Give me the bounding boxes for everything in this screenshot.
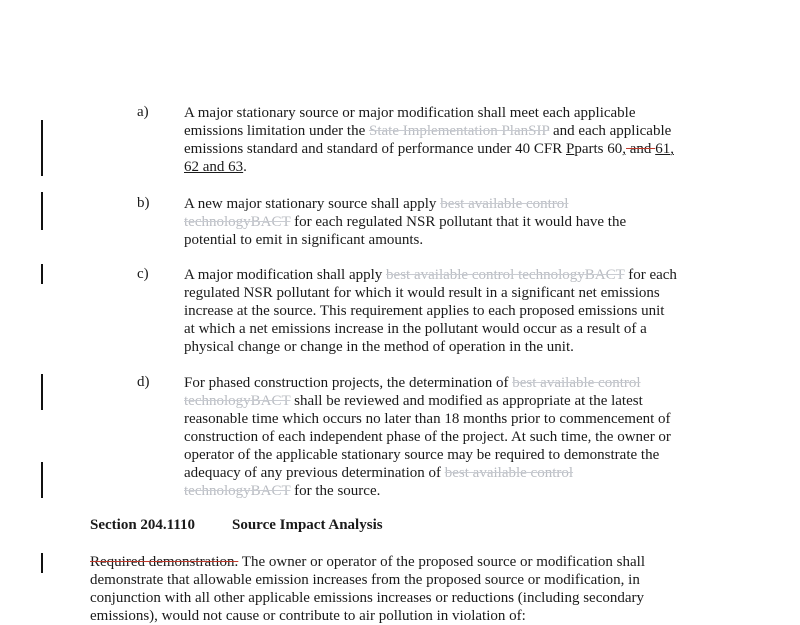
item-label-b: b)	[137, 195, 150, 211]
text-line	[184, 195, 704, 213]
text-line	[184, 446, 704, 464]
change-bar	[41, 120, 43, 176]
text-line	[184, 410, 704, 428]
text-run: emissions standard and standard of performance under 40 CFR	[184, 141, 566, 157]
text-line	[184, 266, 704, 284]
text-line	[90, 571, 690, 589]
tracked-change-text: technology	[184, 393, 251, 409]
text-run: shall be reviewed and modified as appropriate at the latest	[290, 393, 643, 409]
change-bar	[41, 553, 43, 573]
change-bar	[41, 462, 43, 498]
tracked-change-text: BACT	[250, 214, 291, 230]
text-run: increase at the source. This requirement applies to each proposed emissions unit	[184, 303, 665, 319]
text-run: at which a net emissions increase in the pollutant would occur as a result of a	[184, 321, 647, 337]
text-line	[184, 464, 704, 482]
change-bar	[41, 192, 43, 230]
body-paragraph	[90, 553, 690, 625]
tracked-change-text: best available control	[440, 196, 569, 212]
tracked-change-text: ,	[622, 141, 627, 157]
text-run: A major stationary source or major modification shall meet each applicable	[184, 105, 636, 121]
item-body-d	[184, 374, 704, 500]
text-run: adequacy of any previous determination of	[184, 465, 445, 481]
text-line	[90, 607, 690, 625]
tracked-change-text: 61	[655, 141, 671, 157]
text-line	[184, 213, 704, 231]
item-body-b	[184, 195, 704, 249]
text-run: demonstrate that allowable emission increases from the proposed source or modification, in	[90, 572, 640, 588]
section-heading	[90, 517, 383, 534]
text-run: construction of each independent phase of the project. At such time, the owner or	[184, 429, 671, 445]
text-run: reasonable time which occurs no later than 18 months prior to commencement of	[184, 411, 671, 427]
text-line	[90, 589, 690, 607]
tracked-change-text: best available control	[512, 375, 641, 391]
item-label-a: a)	[137, 104, 149, 120]
tracked-change-text: State Implementation Plan	[368, 123, 529, 139]
tracked-change-text: 62 and 63	[184, 159, 244, 175]
tracked-change-text: best available control technology	[386, 267, 585, 283]
text-run: for each regulated NSR pollutant that it would have the	[290, 214, 627, 230]
change-bar	[41, 374, 43, 410]
text-line	[184, 302, 704, 320]
tracked-change-text: best available control	[444, 465, 574, 481]
text-run: The owner or operator of the proposed source or modification shall	[238, 554, 645, 570]
text-run: operator of the applicable stationary source may be required to demonstrate the	[184, 447, 660, 463]
tracked-change-text: ,	[670, 141, 674, 157]
text-line	[184, 374, 704, 392]
text-line	[184, 104, 704, 122]
tracked-change-text: technology	[184, 214, 251, 230]
text-run: for the source.	[290, 483, 381, 499]
text-line	[184, 320, 704, 338]
text-line	[184, 284, 704, 302]
tracked-change-text: BACT	[250, 483, 291, 499]
text-line	[184, 392, 704, 410]
section-title: Source Impact Analysis	[232, 517, 383, 533]
text-line	[184, 140, 704, 158]
tracked-change-text: Required demonstration.	[90, 554, 239, 570]
tracked-change-text: SIP	[528, 123, 550, 139]
text-line	[184, 338, 704, 356]
text-run: potential to emit in significant amounts.	[184, 232, 424, 248]
item-label-d: d)	[137, 374, 150, 390]
item-label-c: c)	[137, 266, 149, 282]
tracked-change-text: BACT	[584, 267, 625, 283]
text-run: conjunction with all other applicable emissions increases or reductions (including secondary	[90, 590, 645, 606]
tracked-change-text: BACT	[250, 393, 291, 409]
text-run: physical change or change in the method of operation in the unit.	[184, 339, 574, 355]
tracked-change-text: and	[626, 141, 656, 157]
section-number: Section 204.1110	[90, 517, 196, 533]
change-bar	[41, 264, 43, 284]
text-run: regulated NSR pollutant for which it would result in a significant net emissions	[184, 285, 660, 301]
text-run: for each	[624, 267, 677, 283]
text-line	[184, 122, 704, 140]
text-line	[184, 231, 704, 249]
text-line	[184, 482, 704, 500]
text-run: For phased construction projects, the determination of	[184, 375, 513, 391]
tracked-change-text: technology	[184, 483, 251, 499]
item-body-a	[184, 104, 704, 176]
text-run: emissions), would not cause or contribute to air pollution in violation of:	[90, 608, 526, 624]
text-run: A new major stationary source shall apply	[184, 196, 441, 212]
text-run: .	[243, 159, 247, 175]
text-run: parts 60	[574, 141, 623, 157]
text-run: emissions limitation under the	[184, 123, 369, 139]
text-run: and each applicable	[549, 123, 672, 139]
item-body-c	[184, 266, 704, 356]
text-run: A major modification shall apply	[184, 267, 387, 283]
text-line	[184, 158, 704, 176]
tracked-change-text: P	[566, 141, 575, 157]
text-line	[90, 553, 690, 571]
text-line	[184, 428, 704, 446]
